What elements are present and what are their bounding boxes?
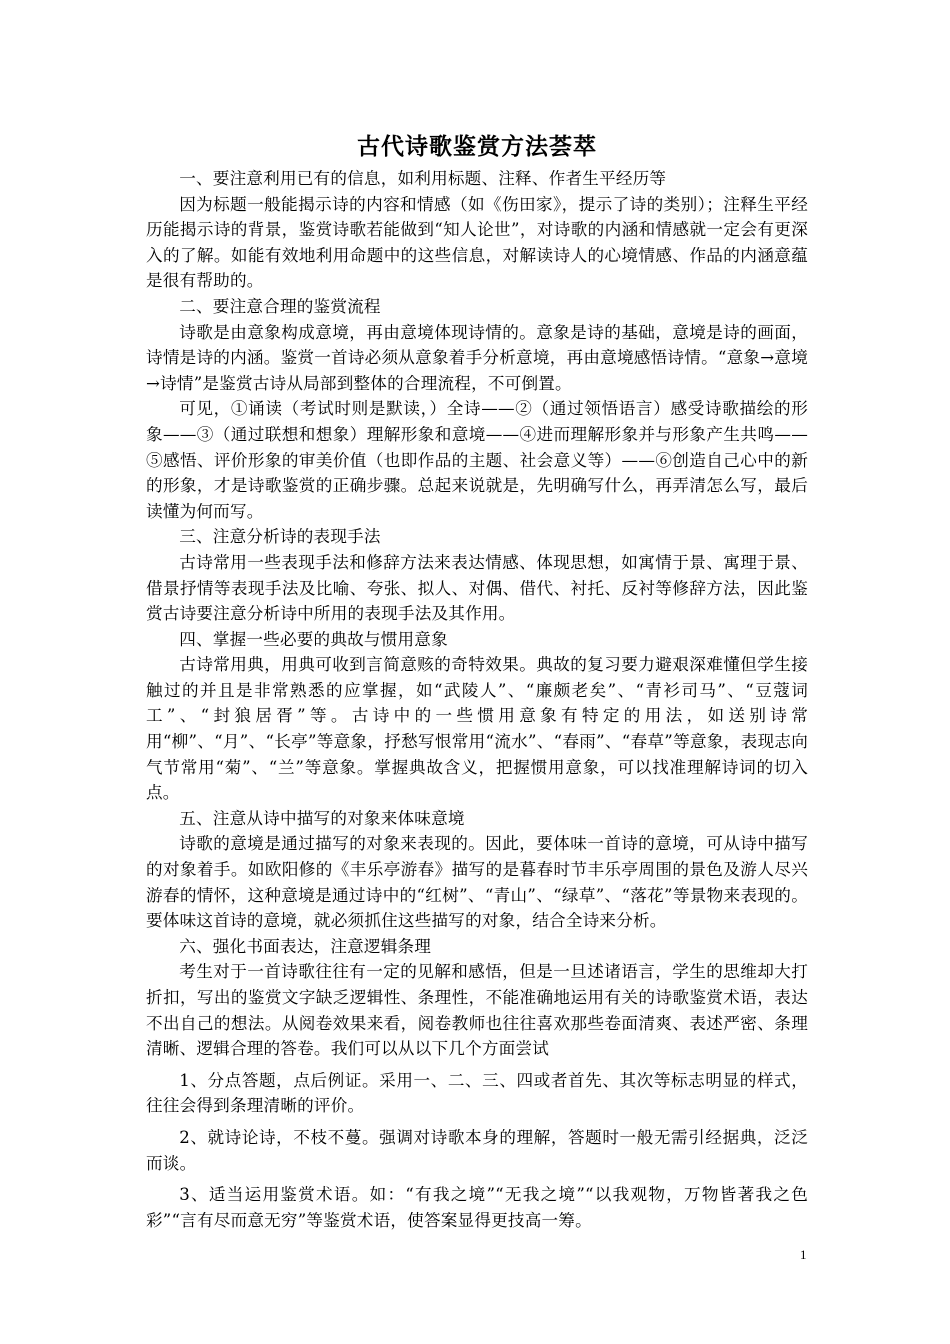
section-6 [146,934,808,1062]
section-heading: 六、强化书面表达，注意逻辑条理 [179,936,432,956]
section-paragraph: 诗歌的意境是通过描写的对象来表现的。因此，要体味一首诗的意境，可从诗中描写的对象着手。如欧阳修的《丰乐亭游春》描写的是暮春时节丰乐亭周围的景色及游人尽兴游春的情怀，这种意境是通过诗中的“红树”、“青山”、“绿草”、“落花”等景物来表现的。要体味这首诗的意境，就必须抓住这些描写的对象，结合全诗来分析。 [146,834,808,931]
section-paragraph: 古诗常用典，用典可收到言简意赅的奇特效果。典故的复习要力避艰深难懂但学生接触过的并且是非常熟悉的应掌握，如“武陵人”、“廉颇老矣”、“青衫司马”、“豆蔻词工”、“封狼居胥”等。古诗中的一些惯用意象有特定的用法，如送别诗常用“柳”、“月”、“长亭”等意象，抒愁写恨常用“流水”、“春雨”、“春草”等意象，表现志向气节常用“菊”、“兰”等意象。掌握典故含义，把握惯用意象，可以找准理解诗词的切入点。 [146,655,808,803]
section-2 [146,294,808,524]
section-paragraph: 考生对于一首诗歌往往有一定的见解和感悟，但是一旦述诸语言，学生的思维却大打折扣，写出的鉴赏文字缺乏逻辑性、条理性，不能准确地运用有关的诗歌鉴赏术语，表达不出自己的想法。从阅卷效果来看，阅卷教师也往往喜欢那些卷面清爽、表述严密、条理清晰、逻辑合理的答卷。我们可以从以下几个方面尝试 [146,962,808,1059]
section-heading: 五、注意从诗中描写的对象来体味意境 [179,808,465,828]
page-number: 1 [800,1247,807,1262]
list-item: 3、适当运用鉴赏术语。如：“有我之境”“无我之境”“以我观物，万物皆著我之色彩”“言有尽而意无穷”等鉴赏术语，使答案显得更技高一筹。 [146,1185,808,1230]
section-paragraph: 古诗常用一些表现手法和修辞方法来表达情感、体现思想，如寓情于景、寓理于景、借景抒情等表现手法及比喻、夸张、拟人、对偶、借代、衬托、反衬等修辞方法，因此鉴赏古诗要注意分析诗中所用的表现手法及其作用。 [146,552,808,624]
section-4 [146,627,808,806]
section-heading: 一、要注意利用已有的信息，如利用标题、注释、作者生平经历等 [179,169,667,188]
list-item: 2、就诗论诗，不枝不蔓。强调对诗歌本身的理解，答题时一般无需引经据典，泛泛而谈。 [146,1127,808,1173]
section-paragraph: 因为标题一般能揭示诗的内容和情感（如《伤田家》，提示了诗的类别）；注释生平经历能揭示诗的背景，鉴赏诗歌若能做到“知人论世”，对诗歌的内涵和情感就一定会有更深入的了解。如能有效地利用命题中的这些信息，对解读诗人的心境情感、作品的内涵意蕴是很有帮助的。 [146,194,808,291]
list-item: 1、分点答题，点后例证。采用一、二、三、四或者首先、其次等标志明显的样式，往往会得到条理清晰的评价。 [146,1070,808,1116]
section-1 [146,166,808,294]
section-heading: 二、要注意合理的鉴赏流程 [179,296,381,316]
section-paragraph: 诗歌是由意象构成意境，再由意境体现诗情的。意象是诗的基础，意境是诗的画面，诗情是诗的内涵。鉴赏一首诗必须从意象着手分析意境，再由意境感悟诗情。“意象→意境→诗情”是鉴赏古诗从局部到整体的合理流程，不可倒置。 [146,322,808,393]
section-heading: 四、掌握一些必要的典故与惯用意象 [179,629,448,649]
section-3 [146,524,808,626]
section-5 [146,806,808,934]
document-page [146,130,808,1233]
document-title: 古代诗歌鉴赏方法荟萃 [357,134,597,160]
points-list [146,1068,808,1234]
section-paragraph: 可见，①诵读（考试时则是默读，）全诗——②（通过领悟语言）感受诗歌描绘的形象——③（通过联想和想象）理解形象和意境——④进而理解形象并与形象产生共鸣——⑤感悟、评价形象的审美价值（也即作品的主题、社会意义等）——⑥创造自己心中的新的形象，才是诗歌鉴赏的正确步骤。总起来说就是，先明确写什么，再弄清怎么写，最后读懂为何而写。 [146,399,808,521]
section-heading: 三、注意分析诗的表现手法 [179,527,381,547]
